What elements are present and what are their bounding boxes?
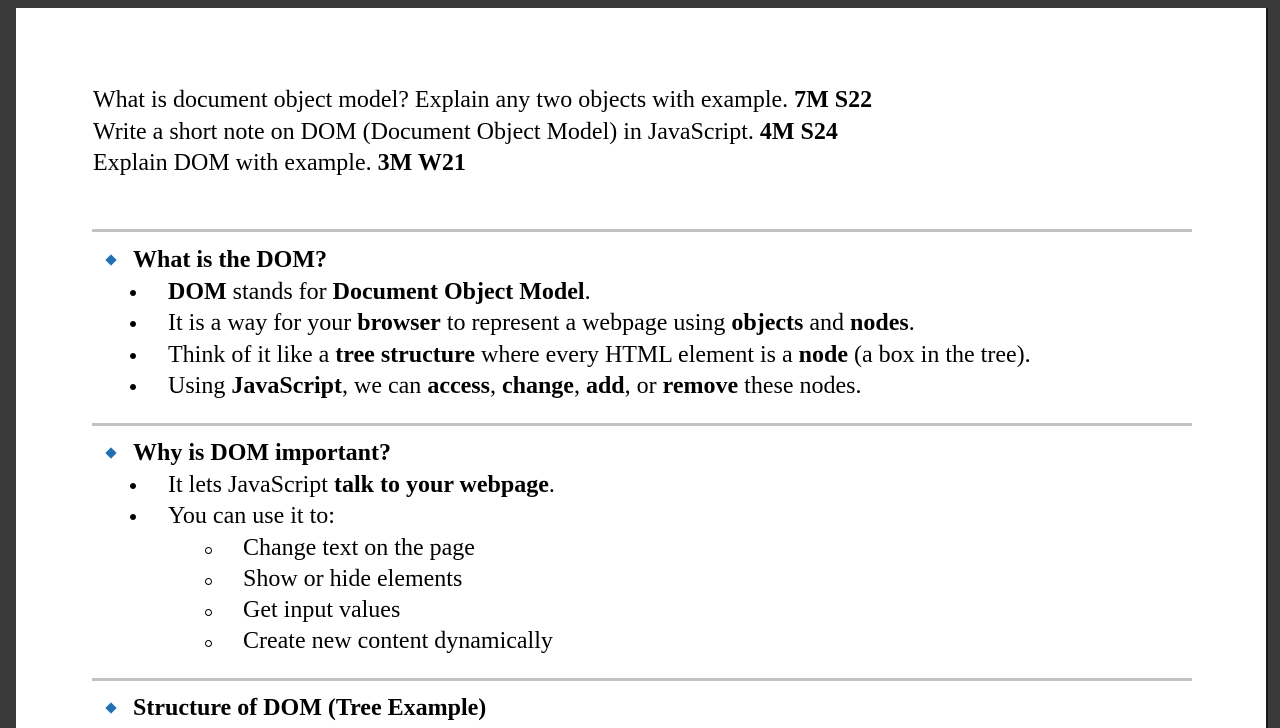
text-run: Think of it like a: [168, 341, 336, 368]
text-run: You can use it to:: [168, 503, 335, 530]
bold-text: JavaScript: [231, 372, 343, 399]
section-why-dom-important: [92, 437, 1192, 658]
sub-list-item: [92, 626, 1192, 657]
sub-list-item: [92, 533, 1192, 564]
hollow-circle-bullet-icon: [205, 609, 212, 616]
text-run: stands for: [226, 279, 333, 305]
hollow-circle-bullet-icon: [205, 547, 212, 554]
diamond-bullet-icon: [105, 702, 116, 713]
text-run: to represent a webpage using: [440, 310, 732, 337]
bullet-dot-icon: [130, 353, 136, 359]
bold-text: tree structure: [335, 341, 476, 368]
diamond-bullet-icon: [105, 254, 116, 265]
exam-questions: [93, 85, 872, 180]
bold-text: remove: [662, 372, 739, 399]
hollow-circle-bullet-icon: [205, 640, 212, 647]
bold-text: node: [798, 341, 849, 368]
list-item: [92, 340, 1192, 371]
question-line: Explain DOM with example. 3M W21: [93, 150, 466, 176]
bullet-dot-icon: [130, 321, 136, 327]
bold-text: access: [427, 372, 490, 399]
sub-bullet-list: [92, 533, 1192, 658]
diamond-bullet-icon: [105, 447, 116, 458]
exam-tag: 3M W21: [377, 150, 466, 176]
bold-text: nodes: [850, 310, 909, 337]
section-dom-structure: [92, 692, 1192, 725]
bold-text: add: [585, 372, 625, 399]
exam-tag: 7M S22: [794, 87, 873, 113]
text-run: , we can: [342, 372, 428, 399]
bold-text: Document Object Model: [332, 279, 585, 305]
exam-tag: 4M S24: [759, 118, 838, 145]
section-heading: What is the DOM?: [92, 244, 1192, 277]
text-run: , or: [624, 372, 663, 399]
bullet-dot-icon: [130, 290, 136, 296]
bold-text: talk to your webpage: [333, 472, 549, 498]
list-item: [92, 277, 1192, 308]
text-run: and: [803, 310, 851, 337]
bold-text: change: [501, 372, 574, 399]
bullet-dot-icon: [130, 483, 136, 489]
text-run: It lets JavaScript: [168, 472, 334, 498]
text-run: these nodes.: [738, 372, 862, 399]
text-run: .: [908, 310, 915, 337]
text-run: .: [548, 472, 555, 498]
section-divider: [92, 229, 1192, 232]
text-run: .: [584, 279, 591, 305]
question-line: Write a short note on DOM (Document Object Model) in JavaScript. 4M S24: [93, 118, 838, 145]
text-run: It is a way for your: [168, 310, 358, 337]
section-divider: [92, 423, 1192, 426]
text-run: ,: [573, 372, 586, 399]
hollow-circle-bullet-icon: [205, 578, 212, 585]
document-page: [16, 8, 1268, 728]
section-heading: Why is DOM important?: [92, 437, 1192, 470]
section-what-is-dom: [92, 244, 1192, 402]
section-divider: [92, 678, 1192, 681]
bullet-dot-icon: [130, 514, 136, 520]
list-item: [92, 371, 1192, 402]
text-run: (a box in the tree).: [848, 341, 1031, 368]
bold-text: DOM: [168, 279, 227, 305]
text-run: ,: [489, 372, 502, 399]
sub-item-text: Create new content dynamically: [243, 628, 553, 655]
bold-text: browser: [357, 310, 441, 337]
bold-text: objects: [731, 310, 804, 337]
sub-item-text: Show or hide elements: [243, 565, 463, 592]
sub-list-item: [92, 564, 1192, 595]
sub-list-item: [92, 595, 1192, 626]
bullet-dot-icon: [130, 384, 136, 390]
list-item: [92, 470, 1192, 501]
bullet-list: [92, 277, 1192, 402]
text-run: Using: [168, 372, 232, 399]
text-run: where every HTML element is a: [475, 341, 799, 368]
question-line: What is document object model? Explain any two objects with example. 7M S22: [93, 87, 873, 113]
bullet-list: [92, 470, 1192, 533]
list-item: [92, 501, 1192, 532]
list-item: [92, 308, 1192, 339]
sub-item-text: Get input values: [243, 597, 401, 624]
sub-item-text: Change text on the page: [243, 534, 475, 561]
section-heading: Structure of DOM (Tree Example): [92, 692, 1192, 725]
